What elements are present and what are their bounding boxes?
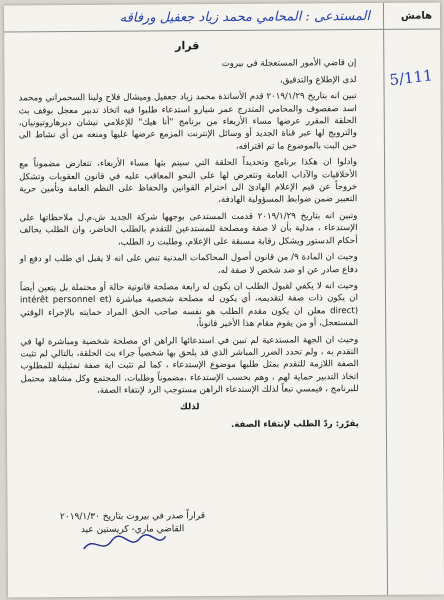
- paragraph-3: وتبين انه بتاريخ ٢٠١٩/١/٢٩ قدمت المستدعى بوجهها شركة الجديد ش.م.ل ملاحظاتها على الإستدعاء ، مدلية بأن لا صفة ومصلحة للمستدعين للتقدم بالطلب الحاضر، وان الطلب يخالف أحكام الدستور ويشكل رقابة مسبقة على الإعلام، وطلبت رد الطلب،: [19, 210, 358, 248]
- document-page: [4, 2, 444, 597]
- margin-column: [383, 2, 444, 594]
- paragraph-1: تبين انه بتاريخ ٢٠١٩/١/٢٩ قدم الأساتذة محمد زياد جعفيل وميشال فلاح ولينا السحمراني ومحمد اسد صفصوف والمحامي المتدرج عمر شيارو استدعاء طلبوا فيه اتخاذ تدبير معجل بوقف بث الحلقة المقرر عرضها مساء الأربعاء من برنامج "أنا هيك" للإعلامي نيشان ديرهاروتيونيان، والترويج لها عبر قناة الجديد أو وسائل الإنترنت المزمع عرضها عليها ومنعه من أي نشاط الى حين البت بالموضوع ما تم اقترافه،: [18, 91, 357, 152]
- paragraph-5-text: وحيث انه لا يكفي لقبول الطلب ان يكون له رابعة مصلحة قانونية حالة أو محتملة بل يتعين أيضاً ان يكون ذات صفة لتقديمه، أي يكون له مصلحة شخصية مباشرة: [19, 280, 359, 306]
- document-body: [18, 39, 359, 441]
- signature-scribble: [80, 530, 170, 557]
- handwritten-applicant-line: المستدعى : المحامي محمد زياد جعفيل ورفاقه: [119, 8, 371, 26]
- court-name: إن قاضي الأمور المستعجلة في بيروت: [221, 58, 357, 70]
- decision-line: يقرّر: ردّ الطلب لإنتفاء الصفة.: [230, 419, 359, 430]
- judge-name: القاضي ماري- كريستين عيد: [80, 524, 185, 536]
- margin-label: هامش: [400, 10, 433, 22]
- for-that-heading: لذلك: [179, 401, 200, 412]
- issue-date-line: قراراً صدر في بيروت بتاريخ ٢٠١٩/١/٣٠: [59, 511, 206, 523]
- document-title: قرار: [175, 39, 200, 53]
- intro-line: لدى الإطلاع والتدقيق،: [279, 74, 357, 86]
- paragraph-6-text: معلن ان يكون مقدم الطلب هو نفسه صاحب الحق المراد حمايته بالإجراء الوقتي المستعجل، أو من يقوم مقام هذا الأخير قانوناً،: [20, 306, 359, 330]
- paragraph-2: وادلوا ان هكذا برنامج وتحديداً الحلقة التي سيتم بثها مساء الأربعاء، تتعارض مضموناً مع الأخلاقيات والآداب العامة وتتعرض لها على النحو المعاقب عليه في قانون العقوبات وتشكل خروجاً عن قيم الإعلام الهادئ الى احترام القوانين والحفاظ على النظم العامة وتأمين حرية التعبير ضمن ضوابط المسؤولية الهادفة،: [19, 157, 358, 206]
- paragraph-5: وحيث انه لا يكفي لقبول الطلب ان يكون له رابعة مصلحة قانونية حالة أو محتملة بل يتعين أيضاً ان يكون ذات صفة لتقديمه، أي يكون له مصلحة شخصية مباشرة (intérêt personnel et direct) معلن ان يكون مقدم الطلب هو نفسه صاحب الحق المراد حمايته بالإجراء الوقتي المستعجل، أو من يقوم مقام هذا الأخير قانوناً،: [19, 280, 359, 330]
- paragraph-4: وحيث ان المادة ٩/ من قانون أصول المحاكمات المدنية تنص على انه لا يقبل اي طلب او دفع او دفاع صادر عن او ضد شخص لا صفة له،: [19, 252, 358, 276]
- ltr-fragment-2: direct): [330, 305, 359, 316]
- handwritten-margin-note: 5/111: [388, 66, 434, 90]
- header-divider: [4, 28, 440, 32]
- ltr-fragment-1: intérêt personnel et: [19, 295, 109, 306]
- paragraph-7: وحيث ان الجهة المستدعية لم تبين في استدعائها الراهن اي مصلحة شخصية ومباشرة لها في التقدم به ، ولم تحدد الضرر المباشر الذي قد يلحق بها شخصياً جراء بث الحلقة، بالتالي لم تثبت الصفة اللازمة للتقدم بمثل طلبها موضوع الإستدعاء ، كما لم تثبت اية صفة تمثيلية للمطلوب اتخاذ التدبير حماية لهم ، وهم بحسب الإستدعاء ،مضموناً وطلبات، المجتمع وكل مشاهد محتمل للبرنامج ، فيمسي تبعاً لذلك الإستدعاء الراهن مستوجب الرد لإنتفاء الصفة،: [20, 334, 359, 397]
